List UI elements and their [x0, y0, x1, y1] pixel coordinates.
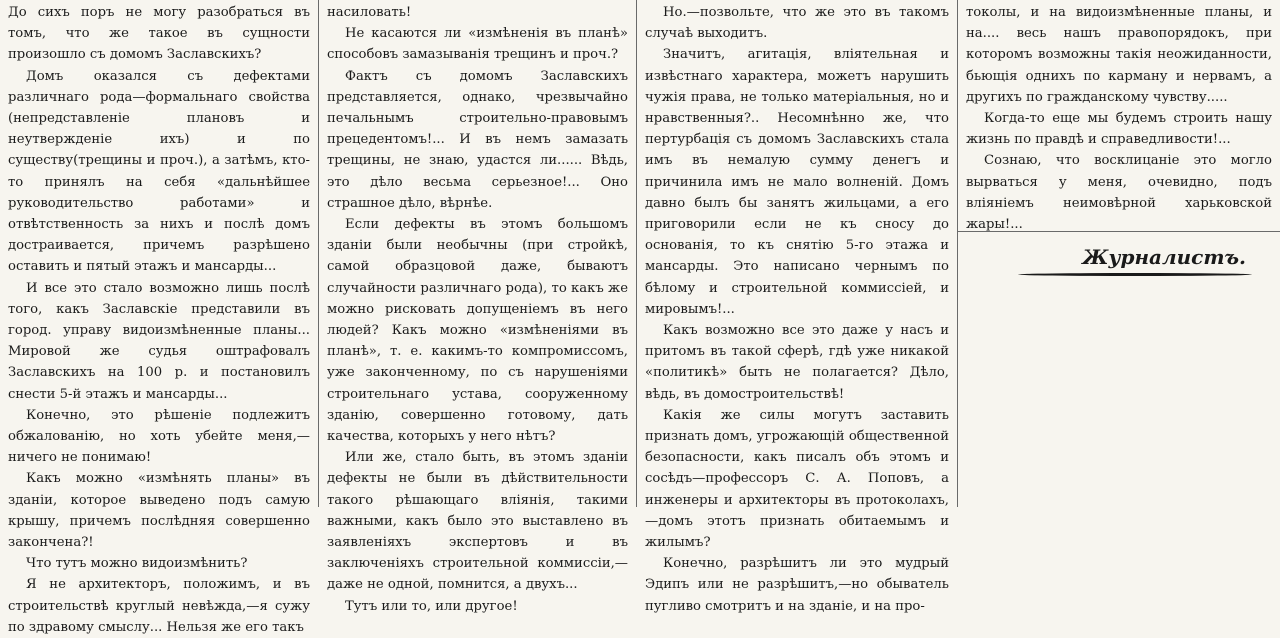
- paragraph: Какія же силы могутъ заставить признать домъ, угрожающій общественной безопасности, какъ писалъ объ этомъ и сосѣдъ—профессоръ С. А. Поповъ, а инженеры и архитекторы въ протоколахъ,—домъ этотъ признать обитаемымъ и жилымъ?: [645, 407, 949, 551]
- article-end-rule: [958, 231, 1280, 232]
- paragraph: Конечно, разрѣшитъ ли это мудрый Эдипъ или не разрѣшитъ,—но обыватель пугливо смотритъ и на зданіе, и на про-: [645, 556, 949, 614]
- paragraph: Фактъ съ домомъ Заславскихъ представляется, однако, чрезвычайно печальнымъ строительно-правовымъ прецедентомъ!... И въ немъ замазать трещины, не знаю, удастся ли...... Вѣдь, это дѣло весьма серьезное!... Оно страшное дѣло, вѣрнѣе.: [327, 68, 628, 211]
- paragraph: Но.—позвольте, что же это въ такомъ случаѣ выходитъ.: [645, 5, 949, 42]
- author-signature: Журналистъ.: [1082, 245, 1246, 270]
- column-4: [958, 0, 1280, 270]
- paragraph: Тутъ или то, или другое!: [345, 598, 518, 614]
- column-3: [637, 0, 957, 614]
- paragraph: Какъ возможно все это даже у насъ и притомъ въ такой сферѣ, гдѣ уже никакой «политикѣ» быть не полагается? Дѣло, вѣдь, въ домостроительствѣ!: [645, 323, 949, 402]
- paragraph: Не касаются ли «измѣненія въ планѣ» способовъ замазыванія трещинъ и проч.?: [327, 26, 628, 63]
- paragraph: До сихъ поръ не могу разобраться въ томъ, что же такое въ сущности произошло съ домомъ Заславскихъ?: [8, 5, 310, 63]
- column-2: [319, 0, 636, 614]
- signature-flourish: [1018, 273, 1252, 276]
- paragraph: токолы, и на видоизмѣненные планы, и на.... весь нашъ правопорядокъ, при которомъ возможны такія неожиданности, бьющія однихъ по карману и нервамъ, а другихъ по гражданскому чувству.....: [966, 5, 1272, 105]
- column-1: [0, 0, 318, 635]
- paragraph: Что тутъ можно видоизмѣнить?: [26, 556, 248, 572]
- paragraph: Конечно, это рѣшеніе подлежитъ обжалованію, но хоть убейте меня,—ничего не понимаю!: [8, 407, 310, 466]
- paragraph: Какъ можно «измѣнять планы» въ зданіи, которое выведено подъ самую крышу, причемъ послѣдняя совершенно закончена?!: [8, 471, 310, 551]
- paragraph: Когда-то еще мы будемъ строить нашу жизнь по правдѣ и справедливости!...: [966, 111, 1272, 148]
- paragraph: Домъ оказался съ дефектами различнаго рода—формальнаго свойства (непредставленіе плановъ и неутвержденіе ихъ) и по существу(трещины и проч.), а затѣмъ, кто-то принялъ на себя «дальнѣйшее руководительство работами» и отвѣтственность за нихъ и послѣ домъ достраивается, причемъ разрѣшено оставить и пятый этажъ и мансарды...: [8, 68, 310, 275]
- paragraph: Или же, стало быть, въ этомъ зданіи дефекты не были въ дѣйствительности такого рѣшающаго вліянія, такими важными, какъ было это выставлено въ заявленіяхъ экспертовъ и въ заключеніяхъ строительной коммиссіи,—даже не одной, помнится, а двухъ...: [327, 450, 628, 593]
- paragraph: Значитъ, агитація, вліятельная и извѣстнаго характера, можетъ нарушить чужія права, не только матеріальныя, но и нравственныя?.. Несомнѣнно же, что пертурбація съ домомъ Заславскихъ стала имъ въ немалую сумму денегъ и причинила имъ не мало волненій. Домъ давно былъ бы занятъ жильцами, а его приговорили если не къ сносу до основанія, то къ снятію 5-го этажа и мансарды. Это написано чернымъ по бѣлому и строительной коммиссіей, и мировымъ!...: [645, 47, 949, 317]
- paragraph: Если дефекты въ этомъ большомъ зданіи были необычны (при стройкѣ, самой образцовой даже, бываютъ случайности различнаго рода), то какъ же можно рисковать допущеніемъ въ него людей? Какъ можно «измѣненіями въ планѣ», т. е. какимъ-то компромиссомъ, уже законченному, по съ нарушеніями строительнаго устава, сооруженному зданію, совершенно готовому, дать качества, которыхъ у него нѣтъ?: [327, 217, 628, 445]
- paragraph: насиловать!: [327, 5, 412, 20]
- paragraph: Я не архитекторъ, положимъ, и въ строительствѣ круглый невѣжда,—я сужу по здравому смыслу... Нельзя же его такъ: [8, 577, 310, 635]
- paragraph: И все это стало возможно лишь послѣ того, какъ Заславскіе представили въ город. управу видоизмѣненные планы... Мировой же судья оштрафовалъ Заславскихъ на 100 р. и постановилъ снести 5-й этажъ и мансарды...: [8, 280, 310, 402]
- paragraph: Сознаю, что восклицаніе это могло вырваться у меня, очевидно, подъ вліяніемъ неимовѣрной харьковской жары!...: [966, 153, 1272, 233]
